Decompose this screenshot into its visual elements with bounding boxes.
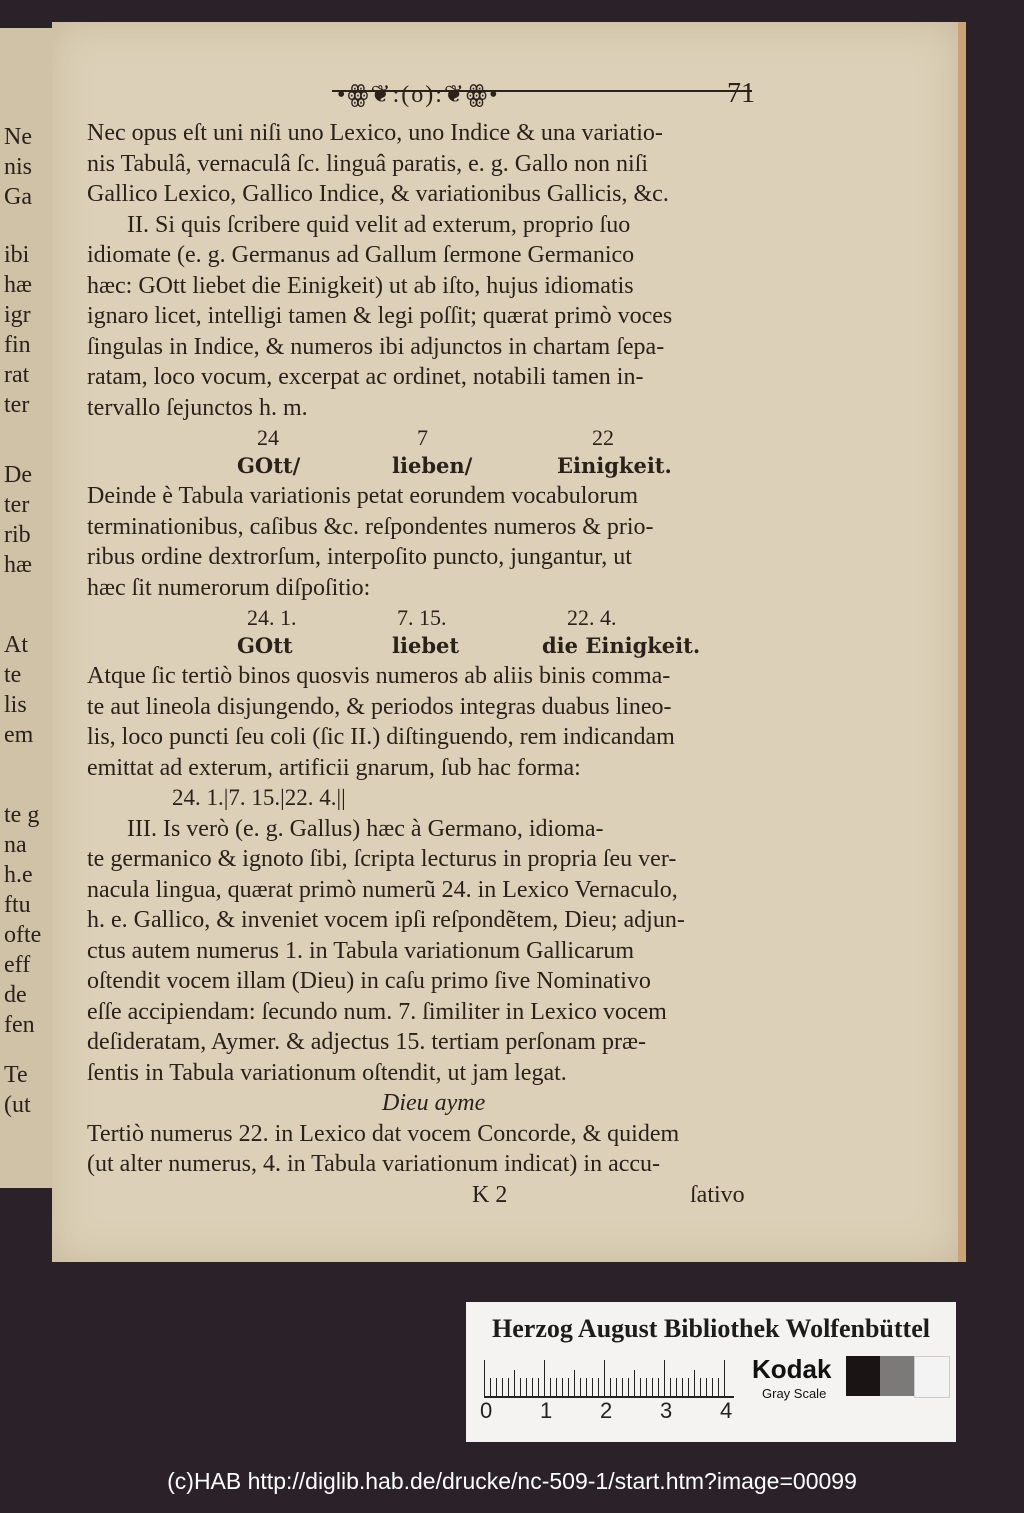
ruler-tick: [724, 1360, 725, 1396]
ruler-tick: [646, 1378, 647, 1396]
text-line: hæc: GOtt liebet die Einigkeit) ut ab iſto, hujus idiomatis: [87, 272, 634, 299]
ruler-tick: [604, 1360, 605, 1396]
catchword: ſativo: [690, 1181, 745, 1208]
ruler-tick: [532, 1378, 533, 1396]
page-footer: [87, 1180, 777, 1210]
text-line: ignaro licet, intelligi tamen & legi poſſit; quærat primò voces: [87, 303, 673, 329]
ruler-tick: [688, 1378, 689, 1396]
left-page-fragment: Ne: [4, 124, 32, 150]
code-line: 24. 1.|7. 15.|22. 4.||: [172, 785, 346, 810]
ruler-tick: [592, 1378, 593, 1396]
ruler-tick: [700, 1378, 701, 1396]
example-number: 7. 15.: [397, 605, 447, 630]
text-line: ſentis in Tabula variationum oſtendit, ut jam legat.: [87, 1059, 567, 1086]
text-line: eſſe accipiendam: ſecundo num. 7. ſimiliter in Lexico vocem: [87, 998, 667, 1025]
text-line: te aut lineola disjungendo, & periodos integras duabus lineo-: [87, 693, 672, 720]
left-page-fragment: Te: [4, 1062, 28, 1088]
text-line: III. Is verò (e. g. Gallus) hæc à Germano, idioma-: [127, 815, 604, 842]
ruler-tick: [556, 1378, 557, 1396]
left-page-fragment: De: [4, 462, 32, 488]
example-number: 24: [257, 425, 279, 450]
text-line: nacula lingua, quærat primò numerũ 24. in Lexico Vernaculo,: [87, 876, 678, 903]
text-line: ctus autem numerus 1. in Tabula variationum Gallicarum: [87, 937, 635, 964]
gray-swatch-mid: [880, 1356, 914, 1396]
ruler-tick: [616, 1378, 617, 1396]
text-line: nis Tabulâ, vernaculâ ſc. linguâ paratis, e. g. Gallo non niſi: [87, 150, 649, 177]
left-page-fragment: te: [4, 662, 22, 688]
library-title: Herzog August Bibliothek Wolfenbüttel: [492, 1314, 930, 1343]
text-line: Deinde è Tabula variationis petat eorundem vocabulorum: [87, 483, 639, 509]
ruler-tick: [718, 1378, 719, 1396]
left-page-fragment: Ga: [4, 184, 32, 210]
ruler-tick: [502, 1378, 503, 1396]
ruler-tick: [514, 1370, 515, 1396]
text-line: Nec opus eſt uni niſi uno Lexico, uno Indice & una variatio-: [87, 120, 663, 146]
ruler-number: 0: [480, 1398, 493, 1423]
example-word: GOtt/: [237, 453, 301, 478]
left-page-fragment: (ut: [4, 1092, 31, 1118]
left-page-fragment: em: [4, 722, 34, 748]
ruler-tick: [658, 1378, 659, 1396]
text-line: Atque ſic tertiò binos quosvis numeros ab aliis binis comma-: [87, 663, 671, 689]
ruler-tick: [586, 1378, 587, 1396]
copyright-caption: (c)HAB http://diglib.hab.de/drucke/nc-509-1/start.htm?image=00099: [167, 1468, 857, 1494]
text-line: lis, loco puncti ſeu coli (ſic II.) diſtinguendo, rem indicandam: [87, 724, 675, 750]
text-line: oſtendit vocem illam (Dieu) in caſu primo ſive Nominativo: [87, 968, 651, 994]
ruler-tick: [682, 1378, 683, 1396]
left-page-fragment: h.e: [4, 862, 33, 888]
example-word: GOtt: [237, 633, 293, 658]
left-page-fragment: ibi: [4, 242, 30, 268]
ruler-tick: [676, 1378, 677, 1396]
ruler-tick: [550, 1378, 551, 1396]
text-line: terminationibus, caſibus &c. reſpondentes numeros & prio-: [87, 513, 654, 540]
text-line: te germanico & ignoto ſibi, ſcripta lecturus in propria ſeu ver-: [87, 846, 677, 872]
left-page-fragment: fen: [4, 1012, 35, 1038]
left-page-fragment: At: [4, 632, 28, 658]
left-page-fragment: rib: [4, 522, 31, 548]
example-word: Einigkeit.: [557, 453, 672, 478]
left-page-fragment: nis: [4, 154, 33, 180]
gray-swatch-dark: [846, 1356, 880, 1396]
ruler-tick: [544, 1360, 545, 1396]
ruler-tick: [568, 1378, 569, 1396]
left-page-fragment: lis: [4, 692, 27, 718]
centimeter-ruler: [484, 1360, 734, 1398]
left-page-fragment: de: [4, 982, 27, 1008]
ruler-tick: [634, 1370, 635, 1396]
example-word: lieben/: [392, 453, 473, 478]
left-page-fragment: igr: [4, 302, 31, 328]
ruler-tick: [652, 1378, 653, 1396]
text-line: emittat ad exterum, artificii gnarum, ſub hac forma:: [87, 754, 581, 781]
centered-italic-line: Dieu ayme: [382, 1090, 486, 1116]
kodak-logo: Kodak: [752, 1354, 832, 1384]
left-page-fragment: te g: [4, 802, 40, 828]
left-page-fragment: hæ: [4, 272, 33, 298]
text-line: Gallico Lexico, Gallico Indice, & variationibus Gallicis, &c.: [87, 181, 669, 207]
ruler-number: 1: [540, 1398, 553, 1423]
text-line: h. e. Gallico, & inveniet vocem ipſi reſpondẽtem, Dieu; adjun-: [87, 907, 685, 933]
left-page-fragment: fin: [4, 332, 31, 358]
signature-mark: K 2: [472, 1181, 508, 1208]
ruler-tick: [664, 1360, 665, 1396]
left-page-fragment: ofte: [4, 922, 42, 948]
ruler-tick: [538, 1378, 539, 1396]
ruler-tick: [526, 1378, 527, 1396]
left-page-fragment: eff: [4, 952, 31, 978]
gray-scale-label: Gray Scale: [762, 1386, 827, 1401]
ruler-tick: [484, 1360, 485, 1396]
text-line: ſingulas in Indice, & numeros ibi adjunctos in chartam ſepa-: [87, 333, 665, 360]
example-word: die Einigkeit.: [542, 633, 701, 658]
left-page-fragment: ter: [4, 492, 30, 518]
ruler-tick: [622, 1378, 623, 1396]
ruler-tick: [712, 1378, 713, 1396]
page-number: 71: [727, 78, 755, 109]
ruler-number: 4: [720, 1398, 733, 1423]
left-page-fragment: ter: [4, 392, 30, 418]
ruler-tick: [670, 1378, 671, 1396]
example-numbers: [87, 603, 777, 631]
example-words: [87, 451, 777, 481]
left-page-fragment: na: [4, 832, 27, 858]
example-number: 22: [592, 425, 614, 450]
ruler-number: 2: [600, 1398, 613, 1423]
gray-swatch-light: [914, 1356, 950, 1398]
ruler-tick: [628, 1378, 629, 1396]
ruler-tick: [694, 1370, 695, 1396]
text-line: ratam, loco vocum, excerpat ac ordinet, notabili tamen in-: [87, 364, 644, 390]
ruler-tick: [640, 1378, 641, 1396]
example-number: 24. 1.: [247, 605, 297, 630]
text-line: tervallo ſejunctos h. m.: [87, 394, 308, 421]
text-line: Tertiò numerus 22. in Lexico dat vocem Concorde, & quidem: [87, 1120, 680, 1147]
example-word: liebet: [392, 633, 460, 658]
ruler-tick: [520, 1378, 521, 1396]
header-ornament: •ꙮ❦:(o):❦ꙮ•: [337, 82, 500, 108]
left-page-fragment: rat: [4, 362, 30, 388]
ruler-tick: [580, 1378, 581, 1396]
example-number: 22. 4.: [567, 605, 617, 630]
ruler-tick: [490, 1378, 491, 1396]
text-line: ribus ordine dextrorſum, interpoſito puncto, jungantur, ut: [87, 544, 632, 570]
left-facing-page: [0, 28, 54, 1188]
book-page: [52, 22, 966, 1262]
ruler-tick: [496, 1378, 497, 1396]
ruler-tick: [508, 1378, 509, 1396]
text-line: II. Si quis ſcribere quid velit ad exterum, proprio ſuo: [127, 211, 631, 238]
text-line: (ut alter numerus, 4. in Tabula variationum indicat) in accu-: [87, 1151, 661, 1177]
left-page-fragment: ftu: [4, 892, 31, 918]
example-number: 7: [417, 425, 428, 450]
ruler-tick: [562, 1378, 563, 1396]
ruler-tick: [706, 1378, 707, 1396]
ruler-tick: [598, 1378, 599, 1396]
text-line: deſideratam, Aymer. & adjectus 15. tertiam perſonam præ-: [87, 1029, 646, 1055]
ruler-number: 3: [660, 1398, 673, 1423]
example-words: [87, 631, 777, 661]
text-line: hæc ſit numerorum diſpoſitio:: [87, 574, 371, 601]
ruler-tick: [574, 1370, 575, 1396]
page-text: [87, 118, 777, 1210]
example-numbers: [87, 423, 777, 451]
text-line: idiomate (e. g. Germanus ad Gallum ſermone Germanico: [87, 242, 635, 268]
ruler-tick: [610, 1378, 611, 1396]
library-scale-label: [466, 1302, 956, 1442]
left-page-fragment: hæ: [4, 552, 33, 578]
